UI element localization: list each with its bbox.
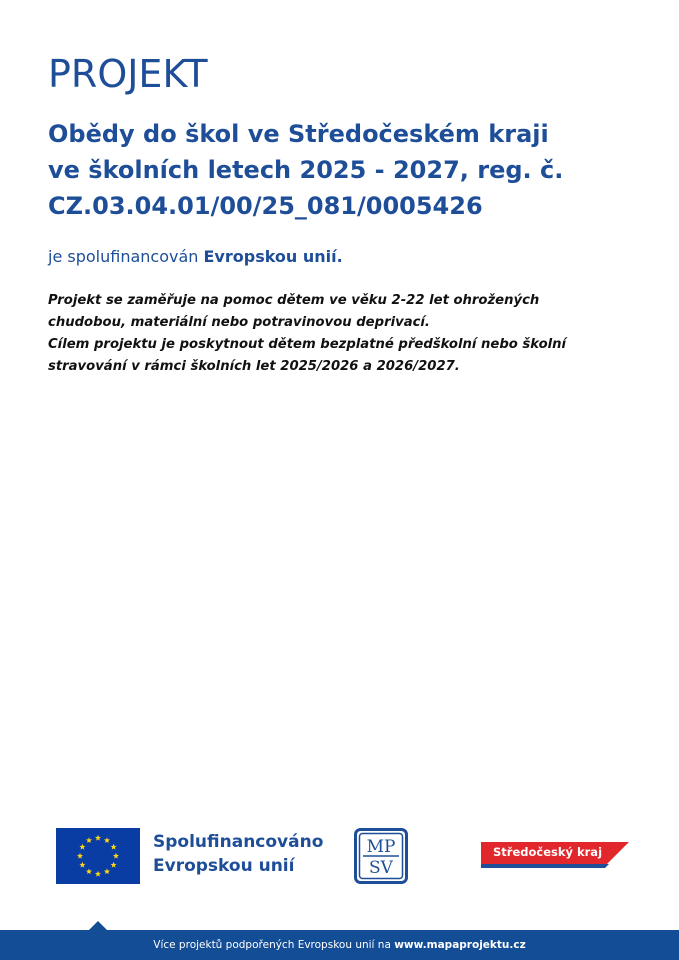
mpsv-bottom-text: SV (369, 858, 393, 878)
eu-text-line-1: Spolufinancováno (153, 832, 324, 852)
description-line-2: chudobou, materiální nebo potravinovou deprivací. (48, 315, 430, 330)
eu-star-icon (95, 871, 101, 877)
eu-star-icon (95, 835, 101, 841)
eu-stars-icon (56, 828, 140, 884)
eu-star-icon (104, 837, 110, 843)
eu-star-icon (86, 837, 92, 843)
footer-link[interactable]: www.mapaprojektu.cz (394, 939, 526, 951)
mpsv-logo (354, 828, 408, 884)
project-title (48, 116, 648, 224)
kraj-label: Středočeský kraj (493, 845, 603, 859)
mpsv-top-text: MP (366, 837, 396, 857)
cofunding-prefix: je spolufinancován (48, 247, 204, 266)
stredocesky-kraj-logo (481, 840, 629, 870)
cofunding-emphasis: Evropskou unií. (203, 247, 343, 266)
eu-text-line-2: Evropskou unií (153, 856, 295, 876)
footer-prefix: Více projektů podpořených Evropskou unií na (153, 939, 395, 951)
eu-star-icon (111, 844, 117, 850)
cofunding-statement (48, 246, 343, 268)
eu-star-icon (79, 862, 85, 868)
eu-star-icon (79, 844, 85, 850)
footer-bar (0, 930, 679, 960)
eu-flag-logo (56, 828, 140, 884)
project-title-line-1: Obědy do škol ve Středočeském kraji (48, 120, 549, 148)
description-line-3: Cílem projektu je poskytnout dětem bezplatné předškolní nebo školní (48, 337, 567, 352)
description-line-4: stravování v rámci školních let 2025/2026 a 2026/2027. (48, 359, 460, 374)
description-line-1: Projekt se zaměřuje na pomoc dětem ve věku 2-22 let ohrožených (48, 293, 540, 308)
project-label: PROJEKT (48, 52, 208, 96)
project-title-line-3: CZ.03.04.01/00/25_081/0005426 (48, 192, 483, 220)
eu-star-icon (104, 868, 110, 874)
project-title-line-2: ve školních letech 2025 - 2027, reg. č. (48, 156, 564, 184)
eu-cofunded-text (153, 830, 323, 878)
eu-star-icon (111, 862, 117, 868)
eu-star-icon (86, 868, 92, 874)
footer-text (0, 930, 679, 960)
eu-star-icon (113, 853, 119, 859)
eu-star-icon (77, 853, 83, 859)
project-description (48, 290, 648, 378)
logo-strip (0, 820, 679, 890)
